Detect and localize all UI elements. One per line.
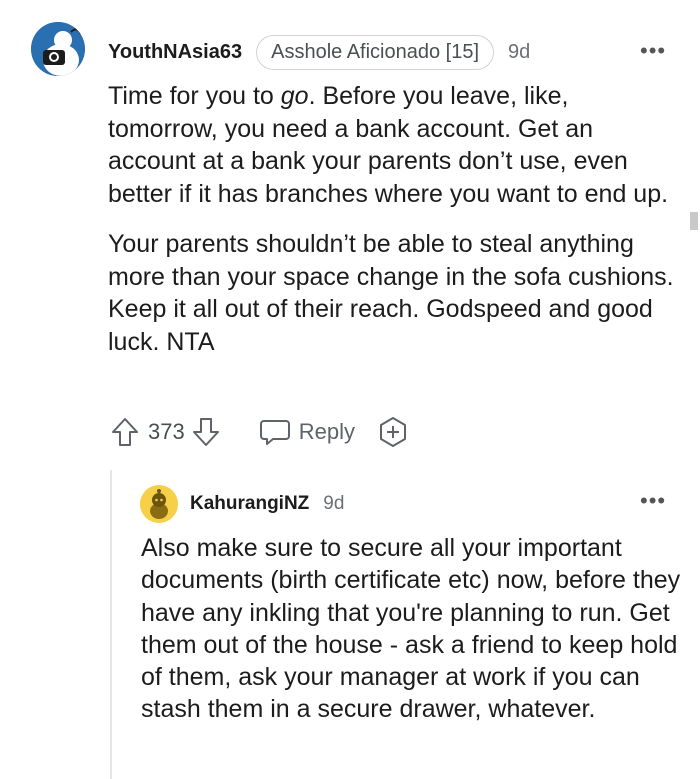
comment-header	[108, 33, 530, 71]
user-flair: Asshole Aficionado [15]	[256, 35, 494, 70]
downvote-arrow-icon[interactable]	[191, 416, 221, 448]
comment-body	[108, 80, 678, 358]
comment-paragraph: Also make sure to secure all your important documents (birth certificate etc) now, before they have any inkling that you're planning to run. Get them out of the house - ask a friend to keep hold of them, ask your manager at work if you can stash them in a secure drawer, whatever.	[141, 534, 681, 724]
reply-button[interactable]	[259, 417, 355, 447]
emphasis-text: go	[280, 82, 309, 110]
vote-score: 373	[148, 419, 185, 444]
reply-label: Reply	[298, 419, 355, 444]
timestamp: 9d	[323, 493, 345, 514]
username[interactable]: YouthNAsia63	[108, 40, 243, 63]
comment-header	[190, 490, 344, 518]
username[interactable]: KahurangiNZ	[190, 493, 310, 514]
snoo-camera-avatar-icon	[31, 22, 85, 76]
text-run: Time for you to	[108, 82, 281, 110]
snoo-avatar-icon	[140, 485, 178, 523]
avatar[interactable]	[31, 22, 85, 76]
text-run: . Before you leave, like, tomorrow, you need a bank account. Get an account at a bank your parents don’t use, even better if it has branches where you want to end up.	[108, 82, 669, 208]
comment-body	[141, 532, 681, 726]
comment-paragraph	[108, 80, 678, 210]
upvote-arrow-icon[interactable]	[110, 416, 140, 448]
more-options-icon[interactable]: •••	[640, 38, 667, 63]
comment-paragraph: Your parents shouldn’t be able to steal anything more than your space change in the sofa cushions. Keep it all out of their reach. Godspeed and good luck. NTA	[108, 230, 674, 356]
more-options-icon[interactable]: •••	[640, 488, 667, 513]
thread-line[interactable]	[110, 470, 112, 779]
speech-bubble-icon	[259, 417, 291, 447]
timestamp: 9d	[508, 40, 531, 63]
comment-actions	[110, 412, 409, 452]
scrollbar-thumb[interactable]	[690, 212, 698, 230]
avatar[interactable]	[140, 485, 178, 523]
award-plus-icon[interactable]	[377, 416, 409, 448]
